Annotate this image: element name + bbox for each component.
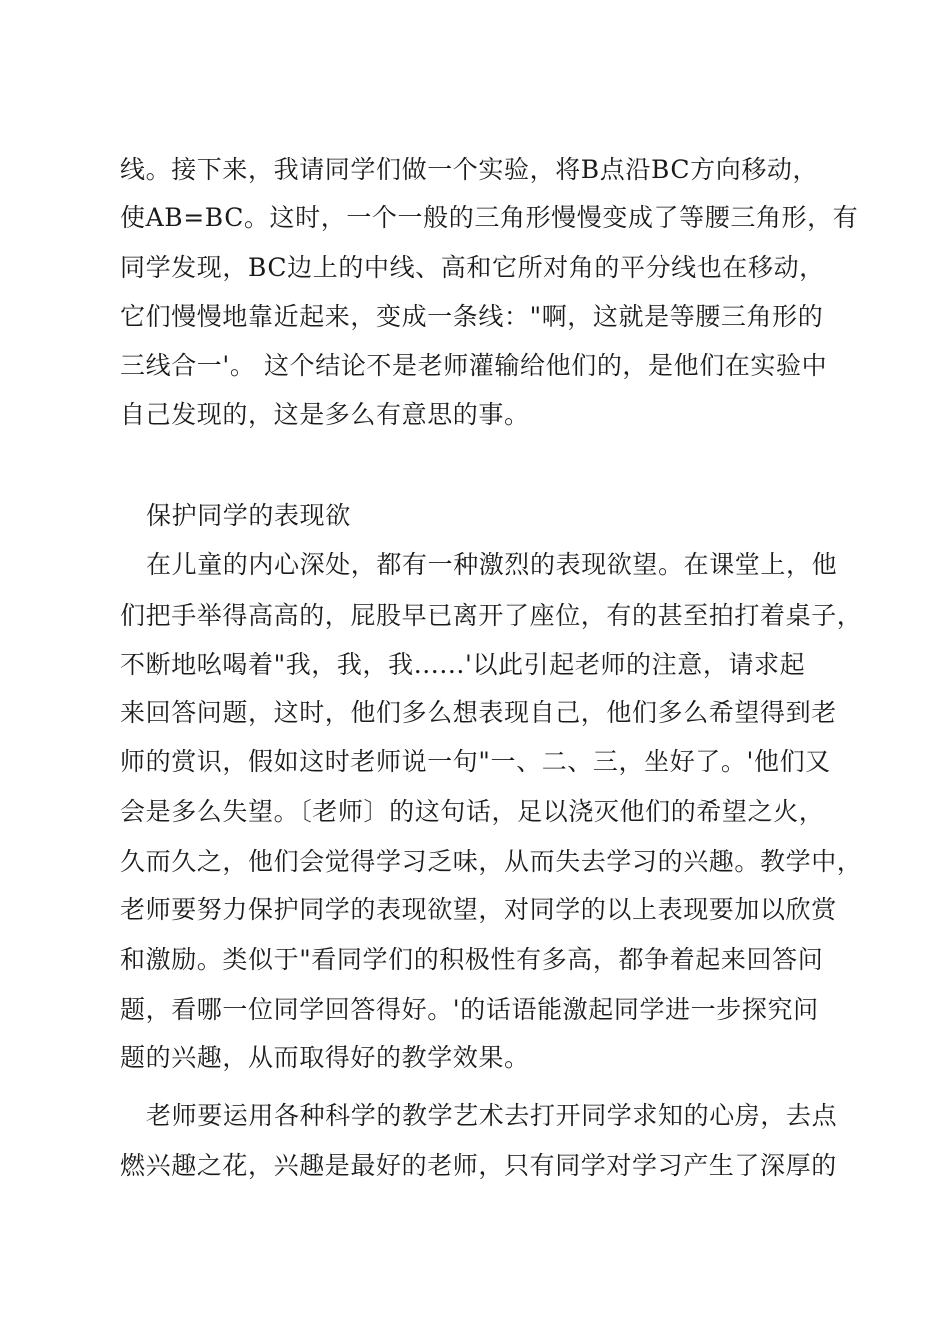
paragraph-line: 线。接下来，我请同学们做一个实验，将B点沿BC方向移动， — [120, 155, 819, 184]
paragraph-line: 三线合一'。 这个结论不是老师灌输给他们的，是他们在实验中 — [120, 351, 828, 380]
section-heading: 保护同学的表现欲 — [146, 501, 351, 530]
paragraph-line: 题的兴趣，从而取得好的教学效果。 — [120, 1043, 530, 1072]
paragraph-line: 使AB=BC。这时，一个一般的三角形慢慢变成了等腰三角形，有 — [120, 203, 859, 232]
paragraph-line: 题，看哪一位同学回答得好。'的话语能激起同学进一步探究问 — [120, 995, 819, 1024]
paragraph-line: 老师要努力保护同学的表现欲望，对同学的以上表现要加以欣赏 — [120, 895, 837, 924]
paragraph-line: 不断地吆喝着"我，我，我......'以此引起老师的注意，请求起 — [120, 650, 806, 679]
paragraph-line: 同学发现，BC边上的中线、高和它所对角的平分线也在移动， — [120, 253, 825, 282]
paragraph-line: 和激励。类似于"看同学们的积极性有多高，都争着起来回答问 — [120, 945, 824, 974]
paragraph-line: 自己发现的，这是多么有意思的事。 — [120, 400, 530, 429]
paragraph-line: 师的赏识，假如这时老师说一句"一、二、三，坐好了。'他们又 — [120, 747, 831, 776]
paragraph-line: 它们慢慢地靠近起来，变成一条线："啊，这就是等腰三角形的 — [120, 302, 824, 331]
paragraph-line: 会是多么失望。〔老师〕的这句话，足以浇灭他们的希望之火， — [120, 797, 825, 826]
paragraph-line: 久而久之，他们会觉得学习乏味，从而失去学习的兴趣。教学中， — [120, 847, 863, 876]
paragraph-line: 在儿童的内心深处，都有一种激烈的表现欲望。在课堂上，他 — [146, 550, 838, 579]
paragraph-line: 老师要运用各种科学的教学艺术去打开同学求知的心房，去点 — [146, 1101, 838, 1130]
paragraph-line: 们把手举得高高的，屁股早已离开了座位，有的甚至拍打着桌子， — [120, 601, 863, 630]
paragraph-line: 来回答问题，这时，他们多么想表现自己，他们多么希望得到老 — [120, 698, 837, 727]
paragraph-line: 燃兴趣之花，兴趣是最好的老师，只有同学对学习产生了深厚的 — [120, 1151, 837, 1180]
